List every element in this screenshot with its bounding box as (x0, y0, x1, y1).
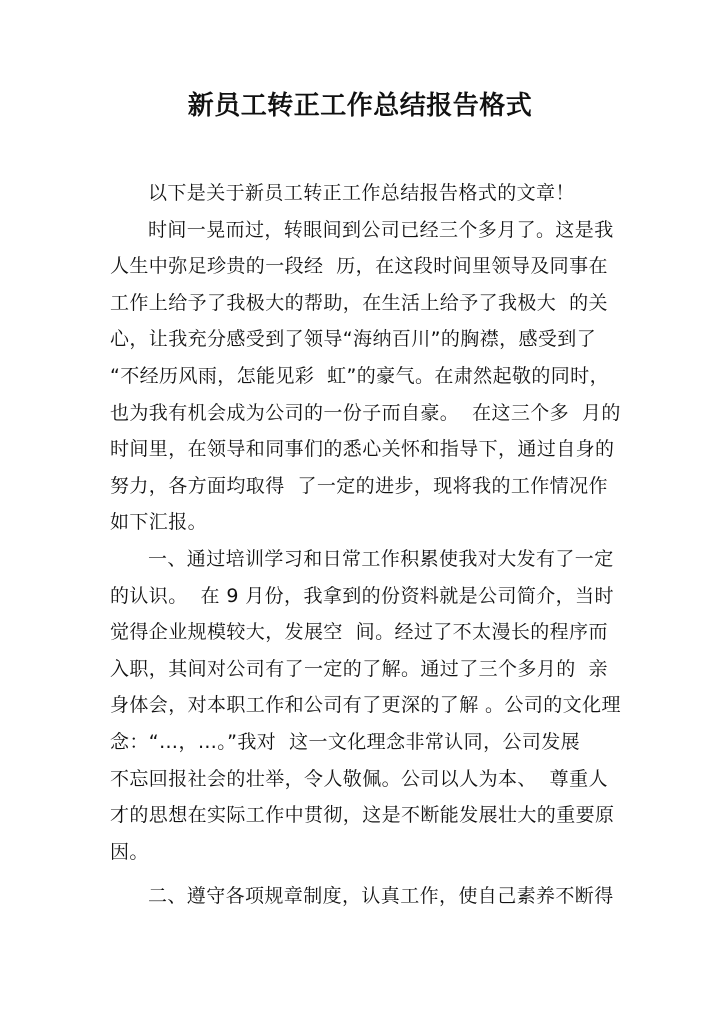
paragraph-line: 觉得企业规模较大，发展空 间。经过了不太漫长的程序而 (110, 621, 608, 644)
paragraph-line: 身体会，对本职工作和公司有了更深的了解 。公司的文化理 (110, 694, 621, 717)
paragraph-line: 以下是关于新员工转正工作总结报告格式的文章！ (148, 182, 575, 204)
paragraph-line: 时间一晃而过，转眼间到公司已经三个多月了。这是我 (148, 218, 614, 241)
paragraph-line: 才的思想在实际工作中贯彻，这是不断能发展壮大的重要原 (110, 804, 615, 827)
paragraph-line: 念：“…，…。”我对 这一文化理念非常认同，公司发展 (110, 730, 581, 753)
paragraph-line: 也为我有机会成为公司的一份子而自豪。 在这三个多 月的 (110, 401, 621, 424)
paragraph-line: 不忘回报社会的壮举，令人敬佩。公司以人为本、 尊重人 (110, 767, 608, 790)
paragraph-line: 如下汇报。 (110, 511, 208, 534)
paragraph-line: 因。 (110, 840, 149, 863)
paragraph-line: 工作上给予了我极大的帮助，在生活上给予了我极大 的关 (110, 291, 608, 314)
paragraph-line: 一、通过培训学习和日常工作积累使我对大发有了一定 (148, 547, 614, 570)
paragraph-line: 努力，各方面均取得 了一定的进步，现将我的工作情况作 (110, 474, 608, 497)
paragraph-line: 二、遵守各项规章制度，认真工作，使自己素养不断得 (148, 885, 614, 908)
paragraph-line: 人生中弥足珍贵的一段经 历，在这段时间里领导及同事在 (110, 255, 608, 278)
paragraph-line: 的认识。 在 9 月份，我拿到的份资料就是公司简介，当时 (110, 584, 614, 607)
paragraph-line: “不经历风雨，怎能见彩 虹”的豪气。在肃然起敬的同时， (110, 364, 609, 387)
document-title: 新员工转正工作总结报告格式 (187, 91, 533, 121)
paragraph-line: 入职，其间对公司有了一定的了解。通过了三个多月的 亲 (110, 657, 608, 680)
document-body (110, 175, 621, 915)
paragraph-line: 时间里，在领导和同事们的悉心关怀和指导下，通过自身的 (110, 438, 615, 461)
paragraph-line: 心，让我充分感受到了领导“海纳百川”的胸襟，感受到了 (110, 328, 597, 351)
